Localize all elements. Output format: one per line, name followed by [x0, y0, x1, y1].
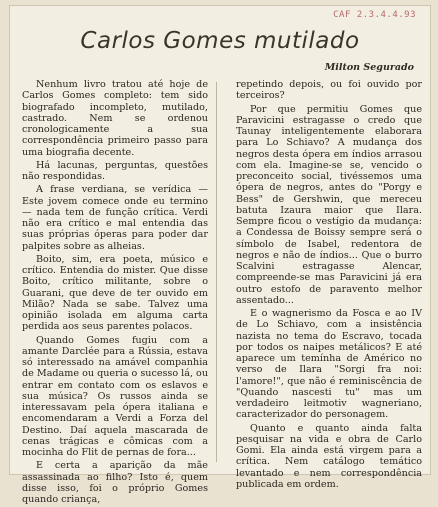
- paragraph: E o wagnerismo da Fosca e ao IV de Lo Schiavo, com a insistência nazista no tema do Escravo, tocada por todos os naipes metálicos? E até aparece um temínha de Américo no verso de Ilara "Sorgi fra noi: l'amore!", que não é reminiscência de "Quando nascesti tu" mas um verdadeiro leitmotiv wagneriano, caracterizador do personagem.: [236, 308, 422, 421]
- left-column: [22, 79, 208, 507]
- newspaper-clipping: [10, 6, 430, 505]
- paragraph-continuation: repetindo depois, ou foi ouvido por terceiros?: [236, 79, 422, 102]
- column-divider: [216, 82, 217, 462]
- article-byline: Milton Segurado: [324, 62, 414, 73]
- paragraph: Há lacunas, perguntas, questões não respondidas.: [22, 159, 208, 182]
- right-column: [236, 79, 422, 492]
- handwritten-archive-note: CAF 2.3.4.4.93: [333, 10, 416, 20]
- paragraph: Nenhum livro tratou até hoje de Carlos Gomes completo: tem sido biografado incompleto, mutilado, castrado. Nem se ordenou cronologicamente a sua correspondência primeiro passo para uma biografia decente.: [22, 79, 208, 158]
- paragraph: Quanto e quanto ainda falta pesquisar na vida e obra de Carlo Gomi. Ela ainda está virgem para a crítica. Nem catálogo temático levantado e nem correspondência publicada em ordem.: [236, 422, 422, 490]
- paragraph: E certa a aparição da mãe assassinada ao filho? Isto é, quem disse isso, foi o próprio Gomes quando criança,: [22, 460, 208, 505]
- article-title: Carlos Gomes mutilado: [80, 28, 360, 54]
- paragraph: Por que permitiu Gomes que Paravicini estragasse o credo que Taunay inteligentemente elaborara para Lo Schiavo? A mudança dos negros desta ópera em índios arrasou com ela. Imagine-se se, vencido o preconceito social, tivéssemos uma ópera de negros, antes do "Porgy e Bess" de Gershwin, que mereceu batuta Izaura maior que Ilara. Sempre ficou o vestígio da mudança: a Condessa de Boissy sempre será o símbolo de Isabel, redentora de negros e não de índios... Que o burro Scalvini estragasse Alencar, compreende-se mas Paravicini já era outro estofo de paravento melhor assentado...: [236, 103, 422, 306]
- paragraph: Boito, sim, era poeta, músico e crítico. Entendia do mister. Que disse Boito, crítico militante, sobre o Guarani, que deve de ter ouvido em Milão? Nada se sabe. Talvez uma opinião isolada em alguma carta perdida aos seus parentes polacos.: [22, 253, 208, 333]
- paragraph: Quando Gomes fugiu com a amante Darclée para a Rússia, estava só interessado na amável companhia de Madame ou queria o sucesso lá, ou entrar em contato com os eslavos e sua música? Os russos ainda se interessavam pela ópera italiana e encomendaram a Verdi a Forza del Destino. Daí aquela mascarada de cenas trágicas e cômicas com a mocinha do Flit de pernas de fora...: [22, 334, 209, 458]
- paragraph: A frase verdiana, se verídica — Este jovem comece onde eu termino — nada tem de função crítica. Verdi não era crítico e mal entendia das suas próprias óperas para poder dar palpites sobre as alheias.: [22, 184, 208, 252]
